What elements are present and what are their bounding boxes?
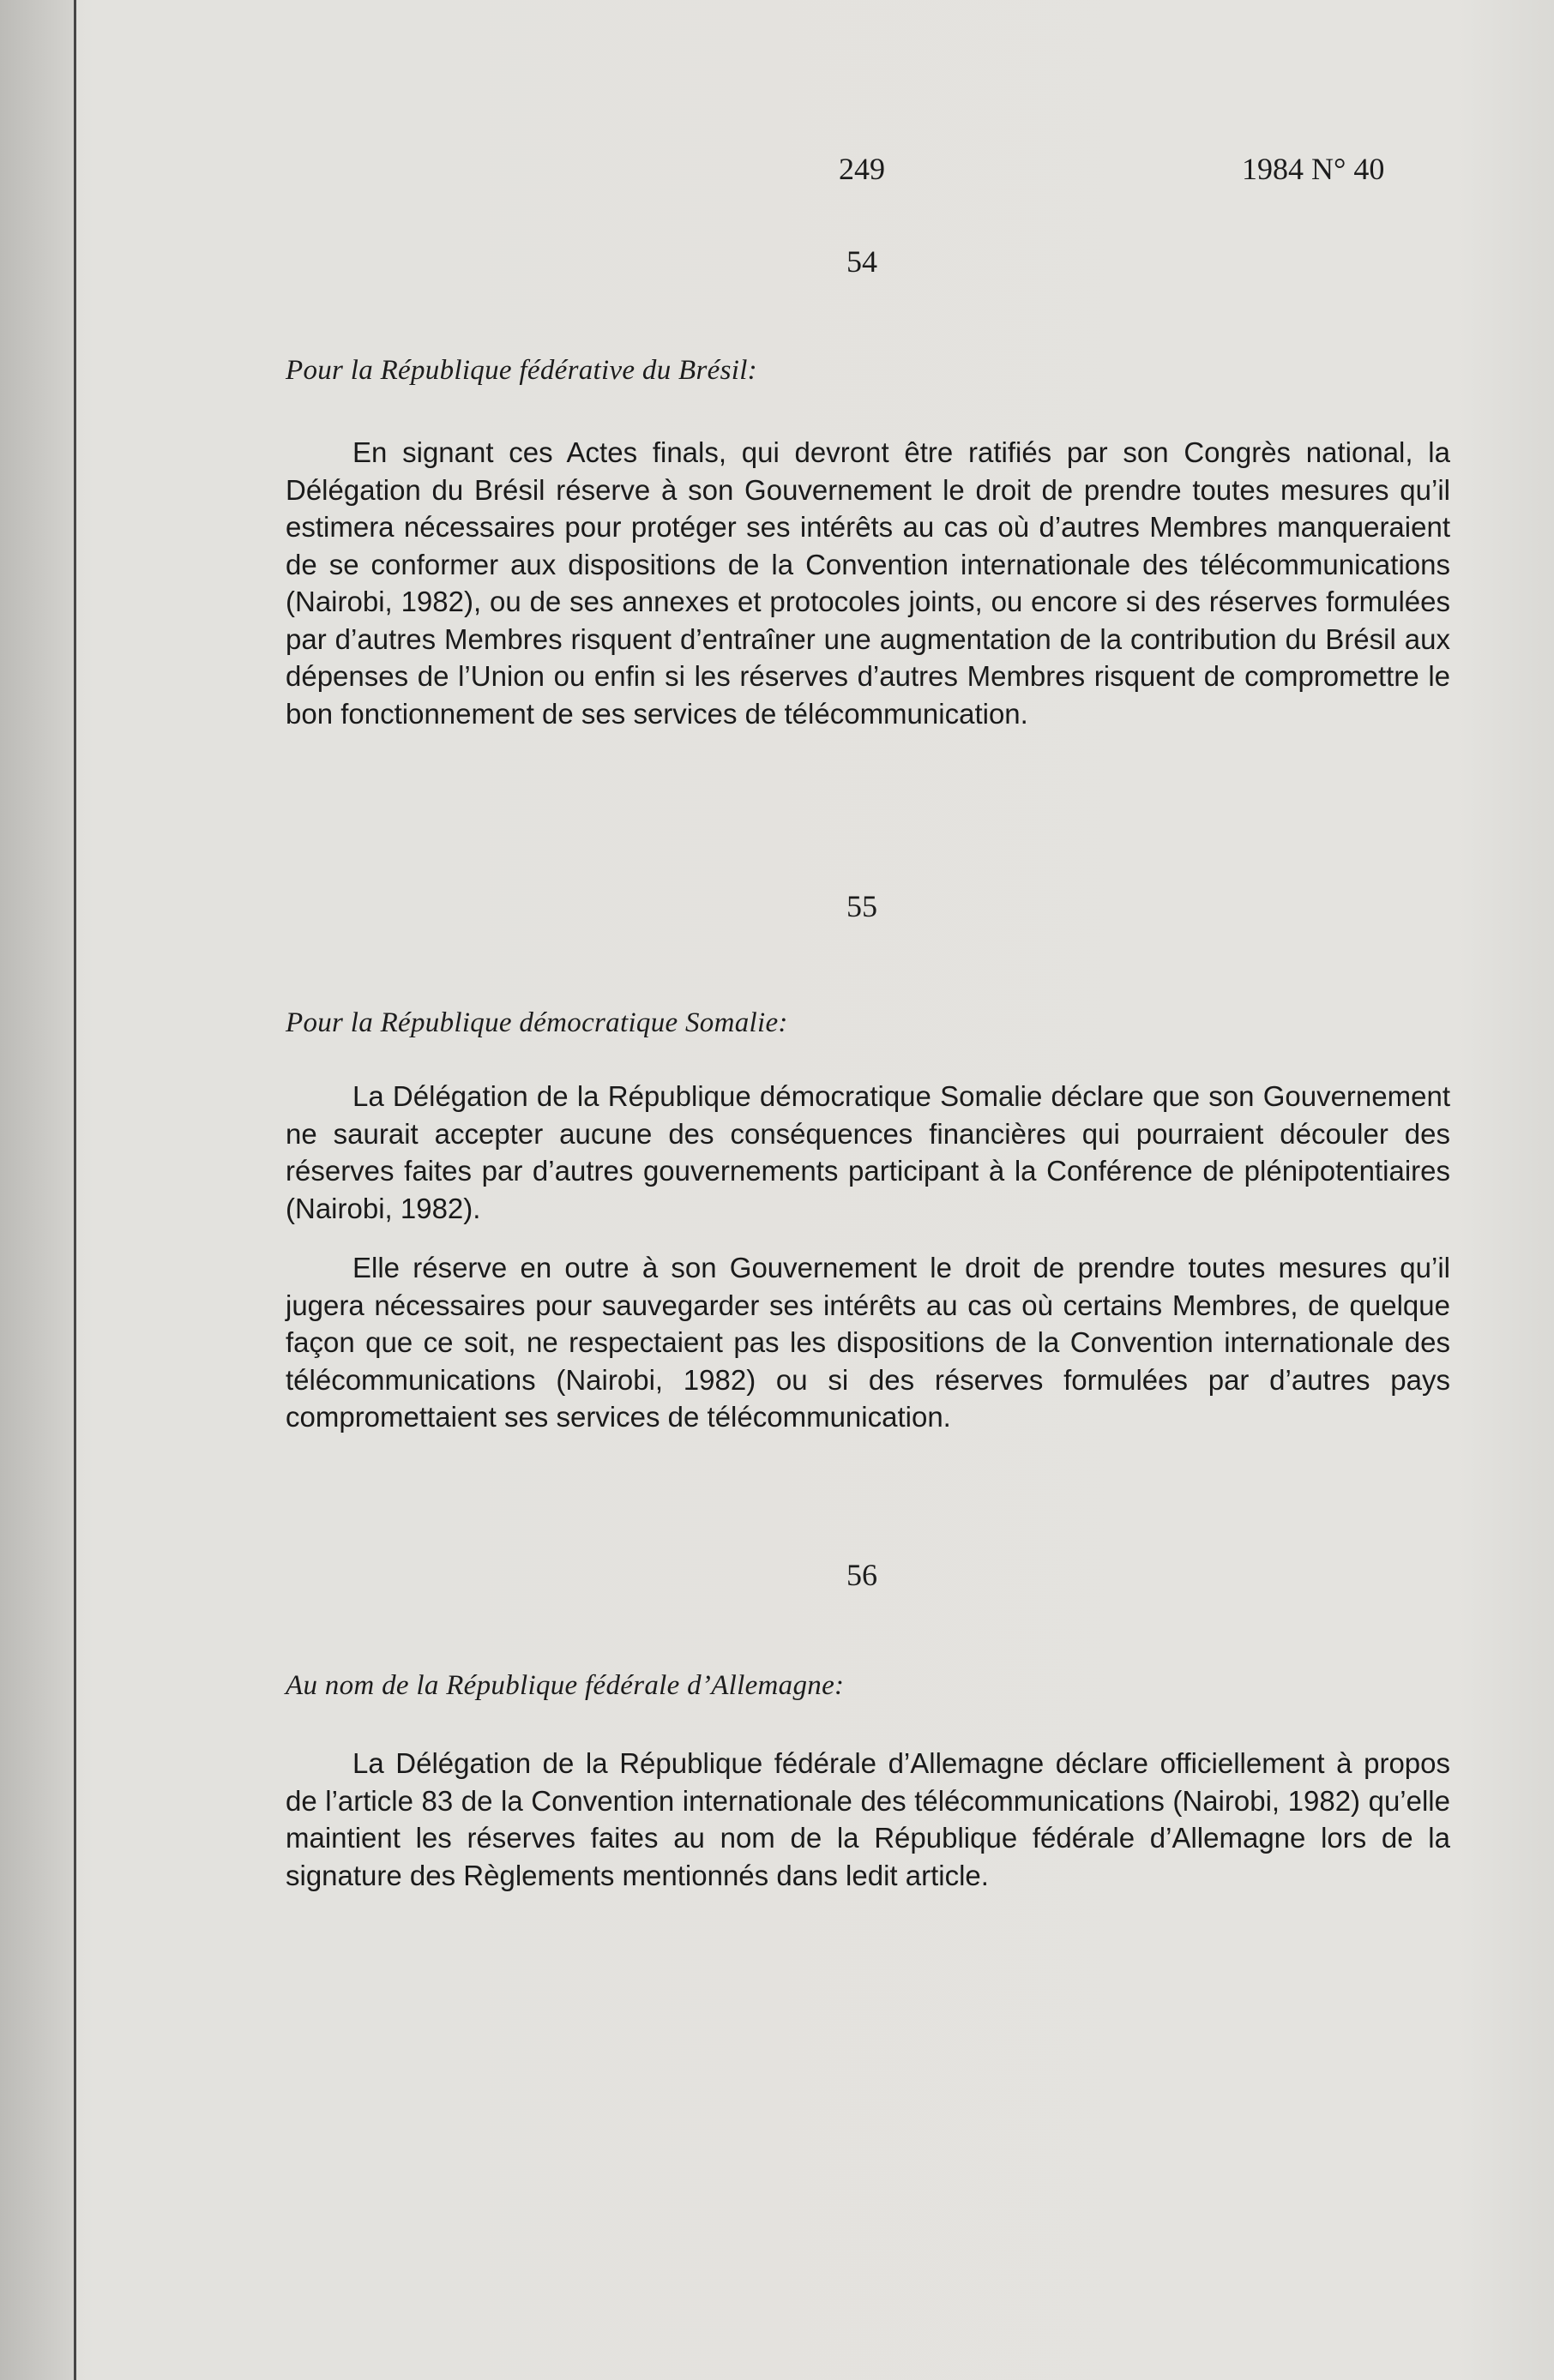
section-heading-brazil: Pour la République fédérative du Brésil:	[286, 355, 757, 386]
section-paragraph-somalia-2: Elle réserve en outre à son Gouvernement le droit de prendre toutes mesures qu’il jugera nécessaires pour sauvegarder ses intérêts au cas où certains Membres, de quelque façon que ce soit, ne respectaient pas les dispositions de la Convention internationale des télécommunications (Nairobi, 1982) ou si des réserves formulées par d’autres pays compromettaient ses services de télécommunication.	[286, 1252, 1450, 1433]
section-paragraph-germany: La Délégation de la République fédérale d’Allemagne déclare officiellement à propos de l’article 83 de la Convention internationale des télécommunications (Nairobi, 1982) qu’elle maintient les réserves faites au nom de la République fédérale d’Allemagne lors de la signature des Règlements mentionnés dans ledit article.	[286, 1747, 1450, 1891]
year-and-number: 1984 N° 40	[1242, 152, 1385, 186]
section-heading-somalia: Pour la République démocratique Somalie:	[286, 1007, 788, 1038]
section-paragraph-somalia-1: La Délégation de la République démocratique Somalie déclare que son Gouvernement ne saurait accepter aucune des conséquences financières qui pourraient découler des réserves faites par d’autres gouvernements participant à la Conférence de plénipotentiaires (Nairobi, 1982).	[286, 1080, 1450, 1224]
section-number-56: 56	[846, 1558, 877, 1592]
page-number: 249	[839, 152, 885, 186]
section-heading-germany: Au nom de la République fédérale d’Allemagne:	[286, 1670, 845, 1701]
page-header	[0, 151, 1554, 194]
section-number-54: 54	[846, 244, 877, 279]
book-gutter-line	[74, 0, 76, 2380]
section-number-55: 55	[846, 889, 877, 923]
book-gutter-shade	[0, 0, 74, 2380]
section-paragraph-brazil: En signant ces Actes finals, qui devront être ratifiés par son Congrès national, la Délégation du Brésil réserve à son Gouvernement le droit de prendre toutes mesures qu’il estimera nécessaires pour protéger ses intérêts au cas où d’autres Membres manqueraient de se conformer aux dispositions de la Convention internationale des télécommunications (Nairobi, 1982), ou de ses annexes et protocoles joints, ou encore si des réserves formulées par d’autres Membres risquent d’entraîner une augmentation de la contribution du Brésil aux dépenses de l’Union ou enfin si les réserves d’autres Membres risquent de compromettre le bon fonctionnement de ses services de télécommunication.	[286, 436, 1450, 730]
